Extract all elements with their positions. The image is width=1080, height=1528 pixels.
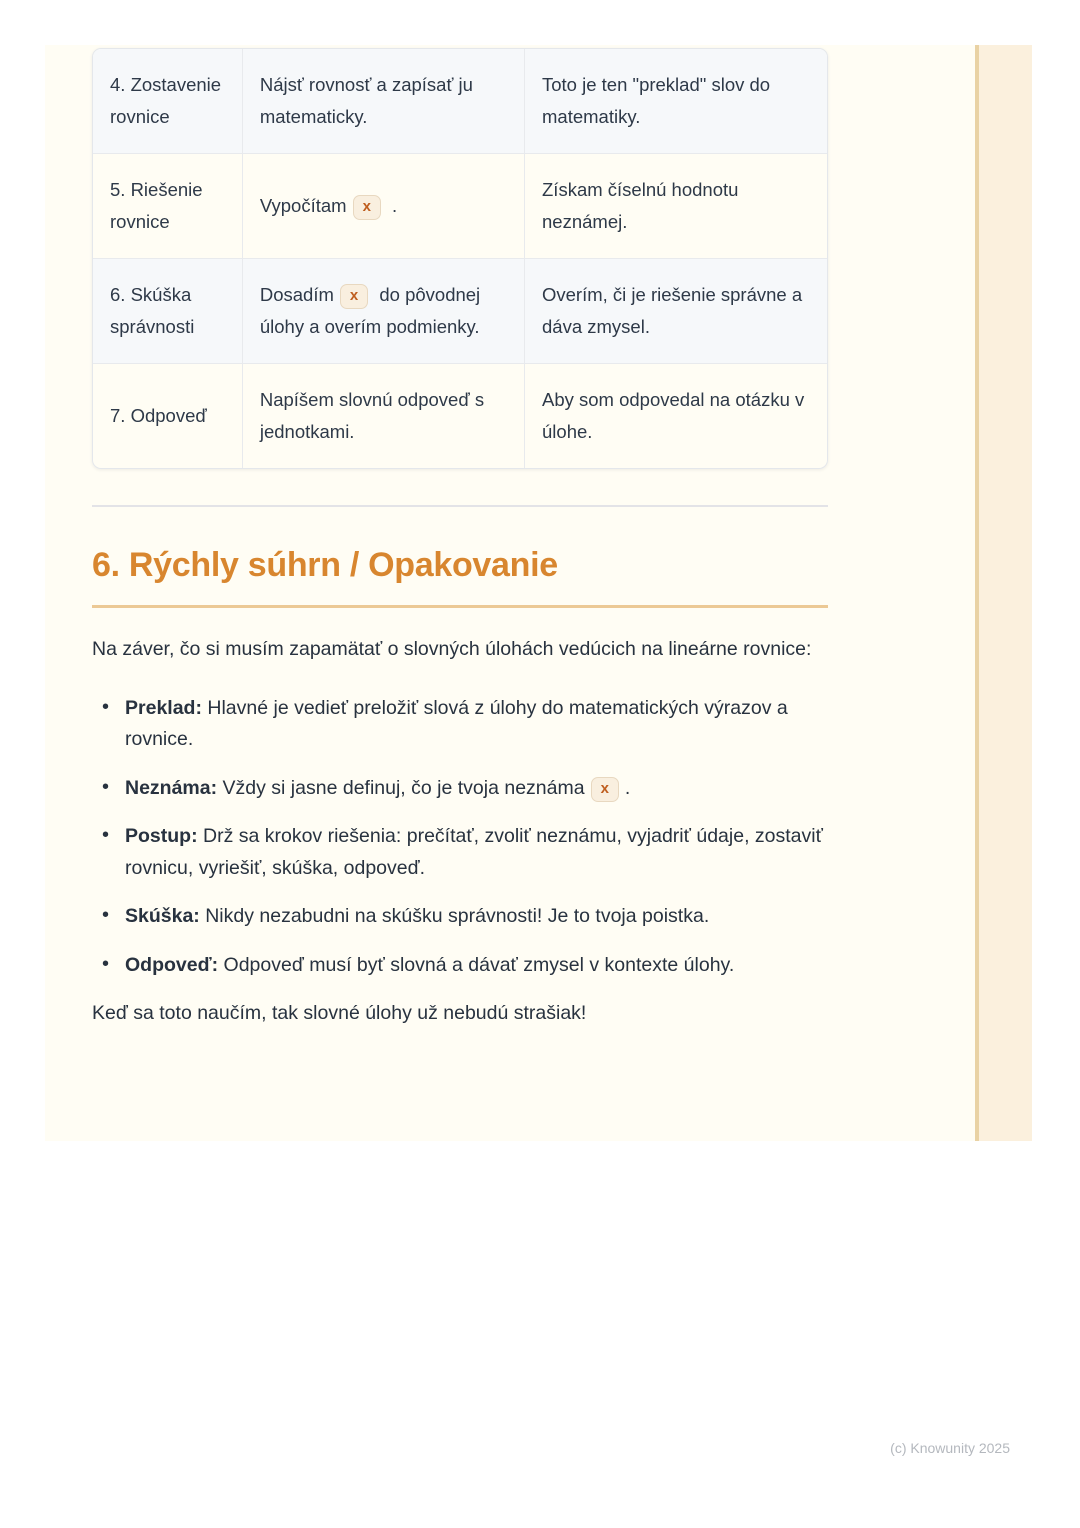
table-row	[93, 153, 827, 258]
summary-item-label: Neznáma:	[125, 776, 218, 799]
purpose-cell: Overím, či je riešenie správne a dáva zmysel.	[524, 258, 827, 363]
summary-list	[92, 693, 828, 982]
table-row	[93, 49, 827, 153]
copyright-footer: (c) Knowunity 2025	[890, 1440, 1010, 1456]
action-cell: Dosadím x do pôvodnej úlohy a overím podmienky.	[242, 258, 524, 363]
intro-paragraph: Na záver, čo si musím zapamätať o slovných úlohách vedúcich na lineárne rovnice:	[92, 638, 812, 660]
table-row	[93, 363, 827, 468]
table-row	[93, 258, 827, 363]
step-cell: 7. Odpoveď	[93, 363, 242, 468]
outro-paragraph: Keď sa toto naučím, tak slovné úlohy už nebudú strašiak!	[92, 1002, 587, 1024]
section-title: 6. Rýchly súhrn / Opakovanie	[92, 546, 558, 584]
summary-item-label: Postup:	[125, 825, 198, 847]
action-cell: Napíšem slovnú odpoveď s jednotkami.	[242, 363, 524, 468]
summary-item: • Preklad: Hlavné je vedieť preložiť slová z úlohy do matematických výrazov a rovnice.	[92, 693, 828, 756]
summary-item: • Postup: Drž sa krokov riešenia: prečítať, zvoliť neznámu, vyjadriť údaje, zostaviť rovnicu, vyriešiť, skúška, odpoveď.	[92, 821, 828, 884]
summary-item-label: Odpoveď:	[125, 953, 219, 976]
x-variable-badge: x	[340, 284, 368, 309]
steps-table-grid	[93, 49, 827, 468]
x-variable-badge: x	[591, 777, 619, 802]
action-cell: Nájsť rovnosť a zapísať ju matematicky.	[242, 49, 524, 153]
x-variable-badge: x	[353, 195, 381, 220]
page-margin-band	[979, 45, 1032, 1141]
purpose-cell: Toto je ten "preklad" slov do matematiky.	[524, 49, 827, 153]
step-cell: 5. Riešenie rovnice	[93, 153, 242, 258]
summary-item-label: Skúška:	[125, 905, 200, 927]
summary-item: • Skúška: Nikdy nezabudni na skúšku správnosti! Je to tvoja poistka.	[92, 901, 828, 933]
step-cell: 6. Skúška správnosti	[93, 258, 242, 363]
summary-item-label: Preklad:	[125, 696, 202, 719]
action-cell: Vypočítam x .	[242, 153, 524, 258]
title-underline	[92, 605, 828, 608]
page-content	[92, 45, 828, 1030]
steps-table	[92, 48, 828, 469]
purpose-cell: Získam číselnú hodnotu neznámej.	[524, 153, 827, 258]
document-page	[45, 45, 1032, 1141]
section-divider	[92, 505, 828, 507]
purpose-cell: Aby som odpovedal na otázku v úlohe.	[524, 363, 827, 468]
summary-item: • Odpoveď: Odpoveď musí byť slovná a dávať zmysel v kontexte úlohy.	[92, 950, 828, 982]
summary-item: • Neznáma: Vždy si jasne definuj, čo je tvoja neznáma x .	[92, 773, 828, 805]
step-cell: 4. Zostavenie rovnice	[110, 74, 222, 127]
